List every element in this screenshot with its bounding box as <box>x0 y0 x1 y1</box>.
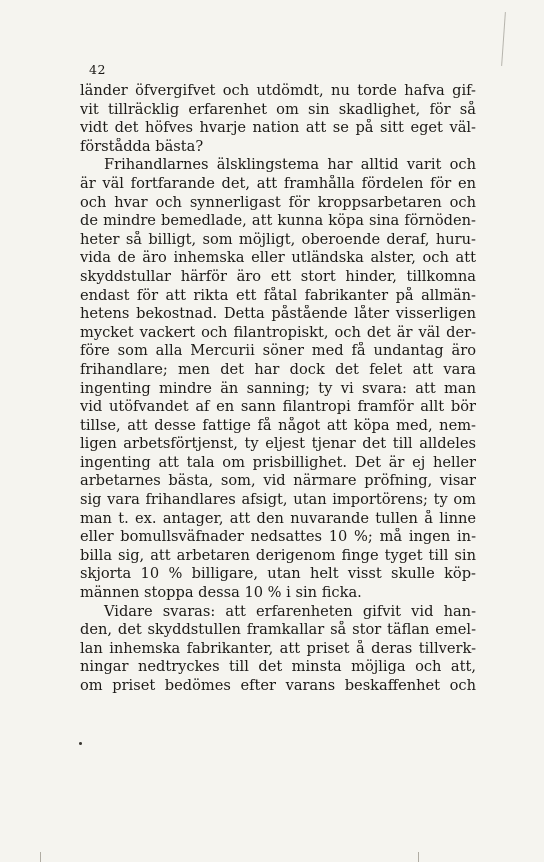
text-line: och hvar och synnerligast för kroppsarbetaren och <box>80 193 476 211</box>
text-line: ningar nedtryckes till det minsta möjliga och att, <box>80 658 476 676</box>
text-line: endast för att rikta ett fåtal fabrikanter på allmän- <box>80 286 476 304</box>
text-line: är väl fortfarande det, att framhålla fördelen för en <box>80 174 476 192</box>
text-line: före som alla Mercurii söner med få undantag äro <box>80 342 476 360</box>
text-line: skjorta 10 % billigare, utan helt visst skulle köp- <box>80 565 476 583</box>
text-line: ligen arbetsförtjenst, ty eljest tjenar det till alldeles <box>80 435 476 453</box>
page-edge-mark <box>418 852 419 862</box>
text-line: den, det skyddstullen framkallar så stor täflan emel- <box>80 621 476 639</box>
text-line: heter så billigt, som möjligt, oberoende deraf, huru- <box>80 230 476 248</box>
text-line: förstådda bästa? <box>80 137 204 155</box>
page-edge-mark <box>40 852 41 862</box>
text-line: hetens bekostnad. Detta påstående låter visserligen <box>80 305 476 323</box>
page-edge-mark <box>501 12 506 66</box>
text-line: vid utöfvandet af en sann filantropi framför allt bör <box>80 398 476 416</box>
text-line: de mindre bemedlade, att kunna köpa sina förnöden- <box>80 212 476 230</box>
text-line: vida de äro inhemska eller utländska alster, och att <box>80 249 476 267</box>
text-line: Frihandlarnes älsklingstema har alltid varit och <box>104 156 476 174</box>
text-line: skyddstullar härför äro ett stort hinder, tillkomna <box>80 267 476 285</box>
text-line: männen stoppa dessa 10 % i sin ficka. <box>80 584 362 602</box>
page-number: 42 <box>89 62 106 77</box>
text-line: eller bomullsväfnader nedsattes 10 %; må ingen in- <box>80 528 476 546</box>
text-line: lan inhemska fabrikanter, att priset å deras tillverk- <box>80 639 476 657</box>
text-line: vit tillräcklig erfarenhet om sin skadlighet, för så <box>80 100 476 118</box>
text-line: man t. ex. antager, att den nuvarande tullen å linne <box>80 509 476 527</box>
text-line: mycket vackert och filantropiskt, och det är väl der- <box>80 323 476 341</box>
ink-dot <box>79 742 82 745</box>
text-line: ingenting att tala om prisbillighet. Det är ej heller <box>80 453 476 471</box>
body-text <box>80 82 476 696</box>
text-line: länder öfvergifvet och utdömdt, nu torde hafva gif- <box>80 82 476 99</box>
text-line: arbetarnes bästa, som, vid närmare pröfning, visar <box>80 472 476 490</box>
text-line: frihandlare; men det har dock det felet att vara <box>80 360 476 378</box>
text-line: Vidare svaras: att erfarenheten gifvit vid han- <box>104 602 476 620</box>
text-line: sig vara frihandlares afsigt, utan importörens; ty om <box>80 491 476 509</box>
text-line: vidt det höfves hvarje nation att se på sitt eget väl- <box>80 119 476 137</box>
text-line: tillse, att desse fattige få något att köpa med, nem- <box>80 416 476 434</box>
text-line: ingenting mindre än sanning; ty vi svara: att man <box>80 379 476 397</box>
text-line: billa sig, att arbetaren derigenom finge tyget till sin <box>80 546 476 564</box>
text-line: om priset bedömes efter varans beskaffenhet och <box>80 677 476 694</box>
